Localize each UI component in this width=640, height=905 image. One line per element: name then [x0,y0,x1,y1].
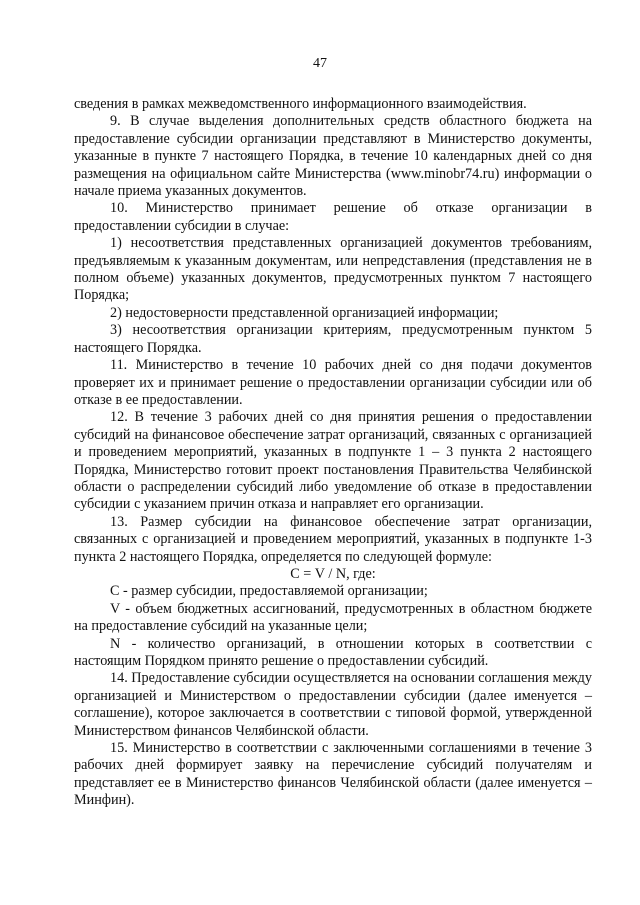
paragraph-10-item-3: 3) несоответствия организации критериям, предусмотренным пунктом 5 настоящего Порядка. [74,322,592,356]
paragraph-12: 12. В течение 3 рабочих дней со дня принятия решения о предоставлении субсидий на финансовое обеспечение затрат организаций, связанных с организацией и проведением мероприятий, указанных в подпункте 1 – 3 пункта 2 настоящего Порядка, Министерство готовит проект постановления Правительства Челябинской области о распределении субсидий либо уведомление об отказе в предоставлении субсидии с указанием причин отказа и направляет его организации. [74,409,592,513]
formula-definition-v: V - объем бюджетных ассигнований, предусмотренных в областном бюджете на предоставление субсидий на указанные цели; [74,600,592,635]
paragraph-13: 13. Размер субсидии на финансовое обеспечение затрат организации, связанных с организацией и проведением мероприятий, указанных в подпункте 1-3 пункта 2 настоящего Порядка, определяется по следующей формуле: [74,513,592,565]
page-number: 47 [313,56,327,71]
formula-definition-c: С - размер субсидии, предоставляемой организации; [110,583,428,600]
paragraph-15: 15. Министерство в соответствии с заключенными соглашениями в течение 3 рабочих дней формирует заявку на перечисление субсидий получателям и представляет ее в Министерство финансов Челябинской области (далее именуется – Минфин). [74,740,592,809]
paragraph-9: 9. В случае выделения дополнительных средств областного бюджета на предоставление субсидии организации представляют в Министерство документы, указанные в пункте 7 настоящего Порядка, в течение 10 календарных дней со дня размещения на официальном сайте Министерства (www.minobr74.ru) информации о начале приема указанных документов. [74,113,592,200]
paragraph-10: 10. Министерство принимает решение об отказе организации в предоставлении субсидии в случае: [74,200,592,234]
document-body [74,96,592,810]
formula: С = V / N, где: [290,565,376,582]
paragraph-14: 14. Предоставление субсидии осуществляется на основании соглашения между организацией и Министерством о предоставлении субсидии (далее именуется – соглашение), которое заключается в соответствии с типовой формой, утвержденной Министерством финансов Челябинской области. [74,670,592,739]
paragraph-continuation: сведения в рамках межведомственного информационного взаимодействия. [74,96,527,112]
formula-definition-n: N - количество организаций, в отношении которых в соответствии с настоящим Порядком принято решение о предоставлении субсидий. [74,635,592,669]
paragraph-10-item-1: 1) несоответствия представленных организацией документов требованиям, предъявляемым к указанным документам, или непредставления (представления не в полном объеме) указанных документов, предусмотренных пунктом 7 настоящего Порядка; [74,235,592,304]
paragraph-11: 11. Министерство в течение 10 рабочих дней со дня подачи документов проверяет их и принимает решение о предоставлении организации субсидии или об отказе в ее предоставлении. [74,357,592,408]
paragraph-10-item-2: 2) недостоверности представленной организацией информации; [110,304,499,321]
